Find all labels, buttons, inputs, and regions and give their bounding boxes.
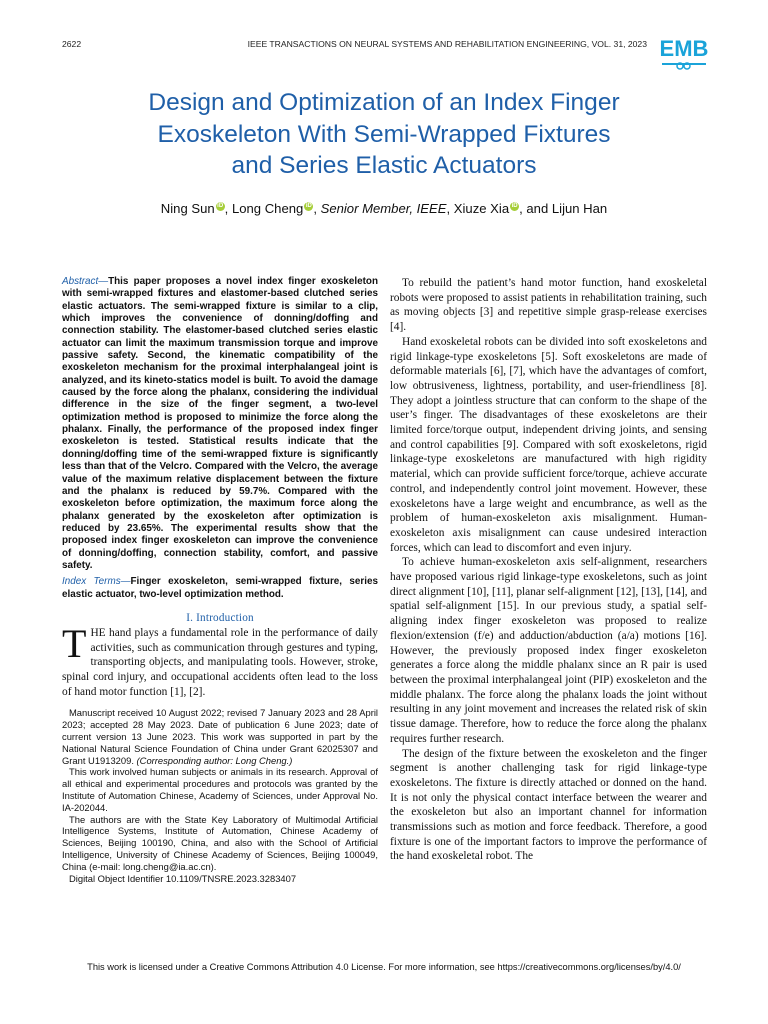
index-terms-label: Index Terms— — [62, 576, 131, 588]
left-column — [62, 276, 378, 884]
footnote-doi[interactable]: Digital Object Identifier 10.1109/TNSRE.2023.3283407 — [69, 872, 297, 884]
title-line: Design and Optimization of an Index Finger — [148, 89, 620, 116]
abstract-text: This paper proposes a novel index finger exoskeleton with semi-wrapped fixtures and elastomer-based clutched series elastic actuators. The semi-wrapped fixture is similar to a clip, which improves the convenience of donning/doffing and connection stability. The elastomer-based clutched series elastic actuator can limit the maximum transmission torque and improve passive safety. Second, the kinematic compatibility of the exoskeleton mechanism for the proximal interphalangeal joint is analyzed, and its kineto-statics model is built. To avoid the damage caused by the force along the phalanx, considering the individual difference in the size of the finger segment, a two-level optimization method is proposed to minimize the force along the phalanx. Finally, the performance of the proposed index finger exoskeleton is tested. Statistical results indicate that the donning/doffing time of the semi-wrapped fixture is significantly less than that of the Velcro. Compared with the Velcro, the average value of the maximum relative displacement between the fixture and the phalanx is reduced by 59.7%. Compared with the exoskeleton before optimization, the maximum force along the phalanx generated by the exoskeleton after optimization is reduced by 23.65%. The experimental results show that the proposed index finger exoskeleton can improve the convenience of donning/doffing, connection stability, comfort, and passive safety. — [62, 276, 378, 571]
orcid-icon[interactable]: iD — [511, 203, 518, 209]
section-heading-introduction: I. Introduction — [186, 611, 254, 624]
running-header — [62, 39, 647, 53]
author-name: Ning Sun — [160, 201, 215, 216]
title-line: Exoskeleton With Semi-Wrapped Fixtures — [157, 120, 611, 148]
emb-logo-text: EMB — [659, 36, 709, 61]
index-terms — [62, 576, 378, 601]
footnote-manuscript — [62, 707, 378, 766]
body-paragraph: To rebuild the patient’s hand motor function, hand exoskeletal robots were proposed to assist patients in rehabilitation training, such as moving objects [3] and repetitive simple grasp-release exercises [4]. — [390, 277, 707, 334]
abstract-label: Abstract— — [62, 276, 109, 287]
index-terms-text: Finger exoskeleton, semi-wrapped fixture, series elastic actuator, two-level optimization method. — [62, 576, 378, 600]
right-column — [390, 276, 707, 864]
footnote-manuscript-text: Manuscript received 10 August 2022; revised 7 January 2023 and 28 April 2023; accepted 28 May 2023. Date of publication 6 June 2023; date of current version 13 June 2023. This work was supported in part by the National Natural Science Foundation of China under Grant 62025307 and Grant U1913209. — [62, 707, 378, 766]
intro-text: HE hand plays a fundamental role in the performance of daily activities, such as communication through gestures and typing, transporting objects, and manipulating tools. However, stroke, spinal cord injury, and occupational accidents often lead to the loss of hand motor function [1], [2]. — [62, 626, 378, 698]
author-name: Xiuze Xia — [453, 201, 510, 216]
drop-cap: T — [62, 620, 87, 666]
paper-title — [60, 87, 708, 182]
author-membership: Senior Member, IEEE — [320, 201, 447, 216]
body-paragraph: The design of the fixture between the exoskeleton and the finger segment is another challenging task for rigid linkage-type exoskeletons. The fixture is directly attached or donned on the hand. It is not only the physical contact interface between the wearer and the exoskeleton but also an important channel for information transmissions such as motion and force feedback. Therefore, a good fixture is one of the important factors to improve the performance of the hand exoskeletal robot. The — [390, 747, 707, 863]
body-paragraph: To achieve human-exoskeleton axis self-alignment, researchers have proposed various rigid linkage-type exoskeletons, such as joint direct alignment [10], [11], planar self-alignment [12], [13], [14], and spatial self-alignment [15]. In our previous study, a spatial self-aligning index finger exoskeleton was proposed to realize flexion/extension (f/e) and adduction/abduction (a/a) motions [16]. However, the previously proposed index finger exoskeleton generates a force along the middle phalanx since an R pair is used between the proximal interphalangeal joint (PIP) exoskeleton and the middle phalanx. The force along the phalanx loads the joint without resulting in any joint movement and increases the related risk of skin tissue damage. Therefore, how to reduce the force along the phalanx requires further research. — [390, 556, 707, 745]
orcid-icon[interactable]: iD — [305, 203, 312, 209]
emb-logo — [656, 30, 712, 74]
author-list: Ning Sun iD , Long Cheng iD , Senior Member, IEEE, Xiuze Xia iD , and Lijun Han — [160, 201, 608, 216]
title-line: and Series Elastic Actuators — [231, 152, 537, 179]
journal-name: IEEE TRANSACTIONS ON NEURAL SYSTEMS AND REHABILITATION ENGINEERING, VOL. 31, 2023 — [247, 39, 647, 49]
abstract — [62, 276, 378, 572]
intro-paragraph — [62, 620, 378, 700]
footnote-ethics: This work involved human subjects or animals in its research. Approval of all ethical and experimental procedures and protocols was granted by the Institute of Automation Chinese, Academy of Sciences, under Approval No. IA-202044. — [62, 766, 378, 813]
orcid-icon[interactable]: iD — [217, 203, 224, 209]
body-paragraph: Hand exoskeletal robots can be divided into soft exoskeletons and rigid linkage-type exoskeletons [5]. Soft exoskeletons are made of deformable materials [6], [7], which have the advantages of comfort, low obtrusiveness, lightness, portability, and user-friendliness [8]. They adopt a jointless structure that can conform to the shape of the user’s finger. The disadvantages of these exoskeletons are their limited force/torque output, independent driving joints, and sensing and control capabilities [9]. Compared with soft exoskeletons, rigid linkage-type exoskeletons are manufactured with high rigidity material, which can provide sufficient force/torque, achieve accurate control, and independently control joint movement. However, these exoskeletons have a large weight and encumbrance, as well as the problem of human-exoskeleton axis misalignment. Human-exoskeleton axis misalignment can cause undesired interaction forces, which can lead to discomfort and even injury. — [390, 335, 707, 554]
author-name: Long Cheng — [231, 201, 304, 216]
footnotes — [62, 707, 378, 884]
footnote-corresponding: (Corresponding author: Long Cheng.) — [136, 754, 293, 766]
author-name: and Lijun Han — [526, 201, 608, 216]
footnote-affiliation: The authors are with the State Key Laboratory of Multimodal Artificial Intelligence Systems, Institute of Automation, Chinese Academy of Sciences, Beijing 100190, China, and also with the School of Artificial Intelligence, University of Chinese Academy of Sciences, Beijing 100049, China (e-mail: long.cheng@ia.ac.cn). — [62, 813, 378, 872]
page-number: 2622 — [62, 39, 82, 49]
license-footer[interactable]: This work is licensed under a Creative Commons Attribution 4.0 License. For more information, see https://creativecommons.org/licenses/by/4.0/ — [87, 962, 681, 972]
